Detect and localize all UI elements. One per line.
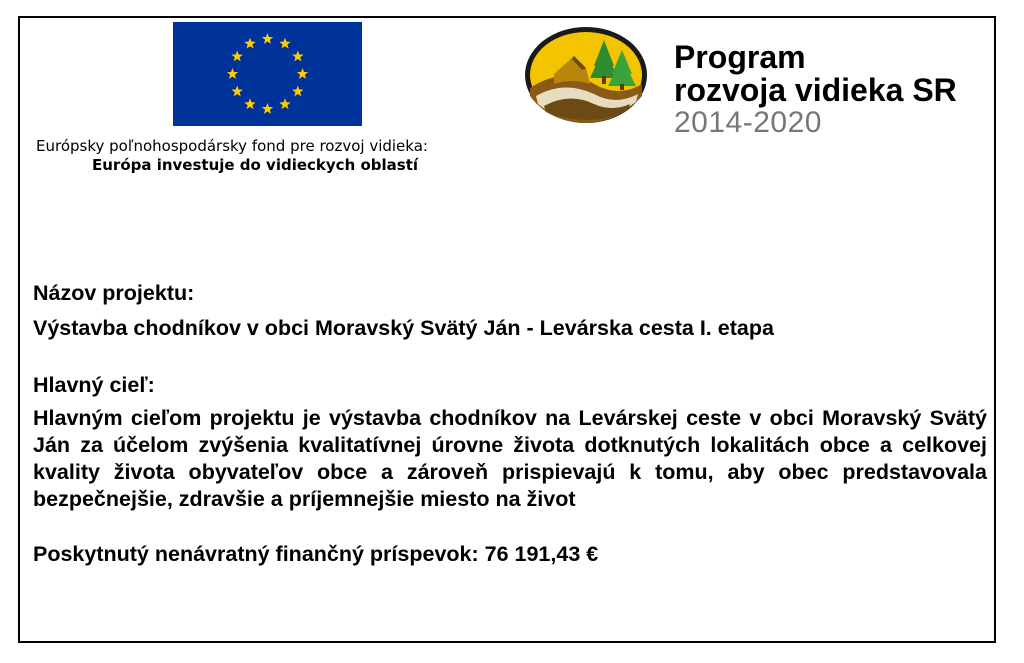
program-title-block [674, 39, 957, 139]
program-title-line2: rozvoja vidieka SR [674, 72, 957, 108]
program-years: 2014-2020 [674, 106, 822, 139]
program-title-line1: Program [674, 39, 806, 75]
project-info [33, 280, 987, 568]
project-name-label: Názov projektu: [33, 281, 195, 305]
project-grant-amount: Poskytnutý nenávratný finančný príspevok: 76 191,43 € [33, 542, 599, 566]
eu-slogan: Európa investuje do vidieckych oblastí [92, 156, 419, 174]
eu-flag-icon [173, 22, 362, 126]
eu-fund-name: Európsky poľnohospodársky fond pre rozvoj vidieka: [36, 137, 428, 155]
project-goal-text: Hlavným cieľom projektu je výstavba chodníkov na Levárskej ceste v obci Moravský Svätý Ján za účelom zvýšenia kvalitatívnej úrovne života dotknutých lokalitách obce a celkovej kvality života obyvateľov obce a zároveň prispievajú k tomu, aby obec predstavovala bezpečnejšie, zdravšie a príjemnejšie miesto na život [33, 406, 987, 511]
project-goal-label: Hlavný cieľ: [33, 373, 155, 397]
prv-logo-icon [524, 26, 648, 124]
eu-fund-caption [36, 137, 516, 175]
project-name-value: Výstavba chodníkov v obci Moravský Svätý Ján - Levárska cesta I. etapa [33, 316, 774, 340]
